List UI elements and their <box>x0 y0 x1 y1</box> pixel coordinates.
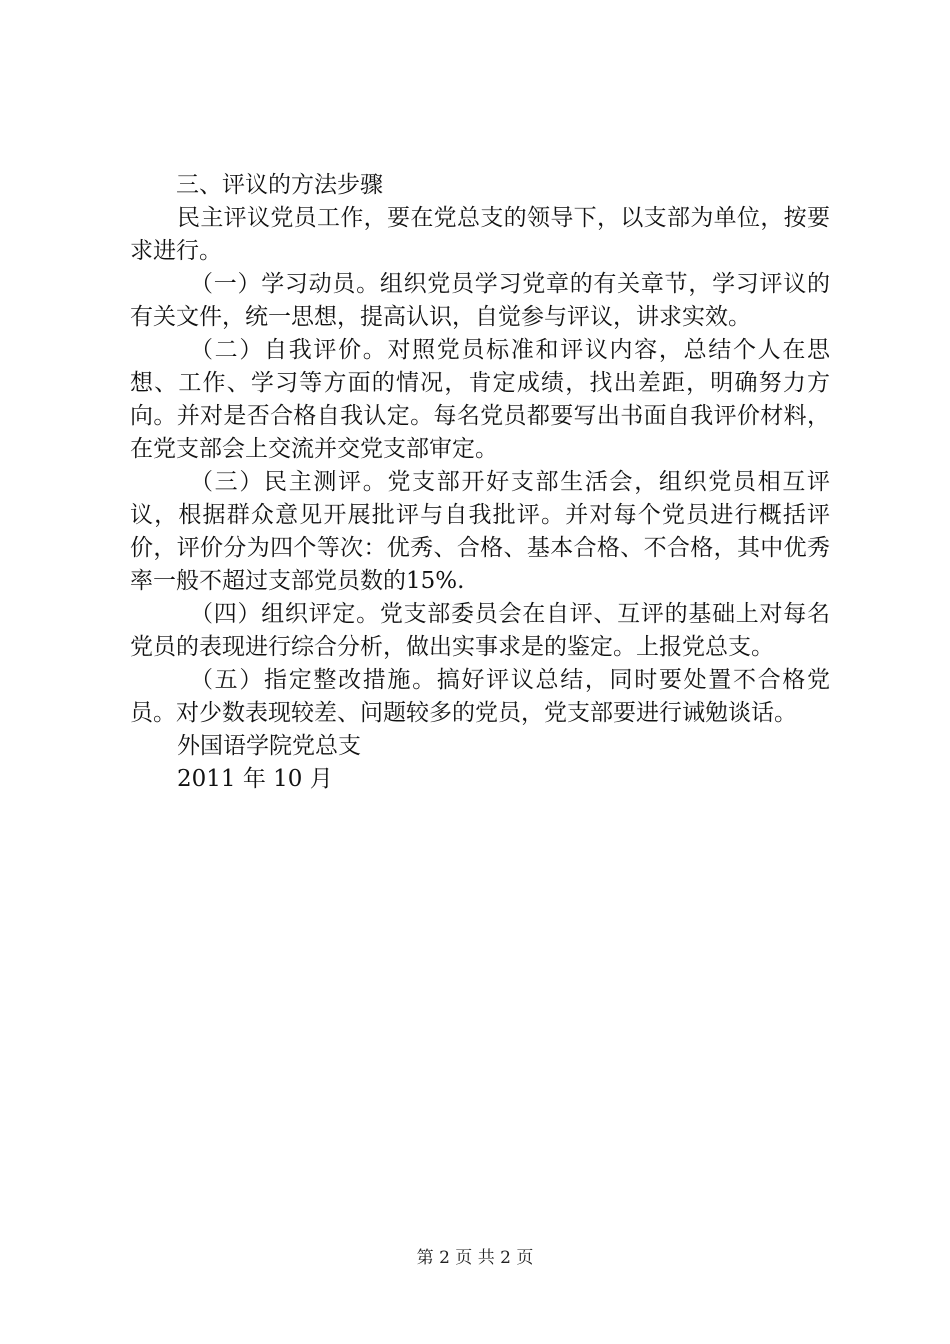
step-3-paragraph: （三）民主测评。党支部开好支部生活会，组织党员相互评议，根据群众意见开展批评与自我批评。并对每个党员进行概括评价，评价分为四个等次：优秀、合格、基本合格、不合格，其中优秀率一般不超过支部党员数的15%. <box>130 469 830 594</box>
signature-organization: 外国语学院党总支 <box>177 733 361 759</box>
step-5-paragraph: （五）指定整改措施。搞好评议总结，同时要处置不合格党员。对少数表现较差、问题较多的党员，党支部要进行诫勉谈话。 <box>130 667 830 726</box>
step-2-paragraph: （二）自我评价。对照党员标准和评议内容，总结个人在思想、工作、学习等方面的情况，肯定成绩，找出差距，明确努力方向。并对是否合格自我认定。每名党员都要写出书面自我评价材料，在党支部会上交流并交党支部审定。 <box>130 337 830 462</box>
section-heading: 三、评议的方法步骤 <box>176 172 383 198</box>
intro-paragraph: 民主评议党员工作，要在党总支的领导下，以支部为单位，按要求进行。 <box>130 205 830 264</box>
signature-date: 2011 年 10 月 <box>177 766 333 792</box>
document-body <box>130 168 830 796</box>
step-4-paragraph: （四）组织评定。党支部委员会在自评、互评的基础上对每名党员的表现进行综合分析，做出实事求是的鉴定。上报党总支。 <box>130 601 830 660</box>
step-1-paragraph: （一）学习动员。组织党员学习党章的有关章节，学习评议的有关文件，统一思想，提高认识，自觉参与评议，讲求实效。 <box>130 271 830 330</box>
page-number-footer: 第 2 页 共 2 页 <box>416 1248 534 1268</box>
